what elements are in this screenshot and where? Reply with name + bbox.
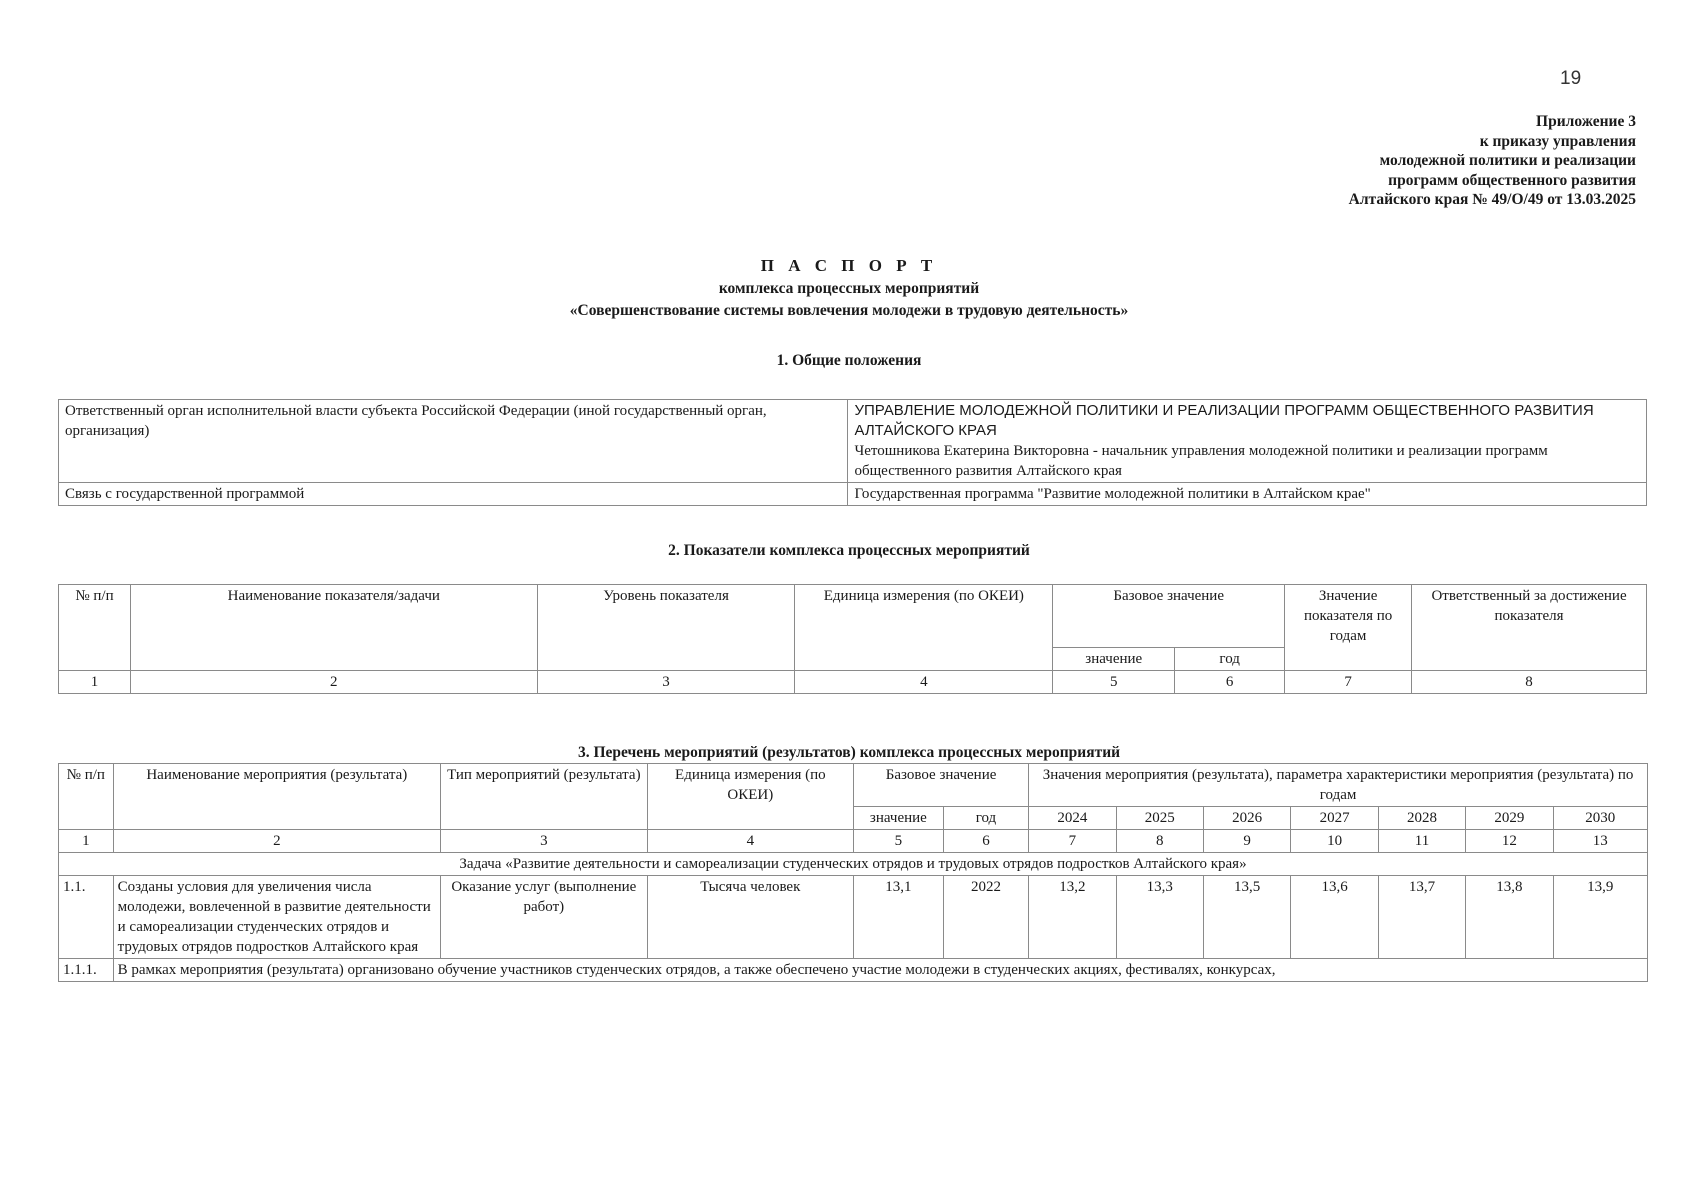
org-name: УПРАВЛЕНИЕ МОЛОДЕЖНОЙ ПОЛИТИКИ И РЕАЛИЗАЦИИ ПРОГРАММ ОБЩЕСТВЕННОГО РАЗВИТИЯ АЛТАЙСКОГО КРАЯ [854, 402, 1594, 439]
table-row [59, 876, 1648, 959]
header-cell: Значения мероприятия (результата), параметра характеристики мероприятия (результата) по годам [1029, 764, 1648, 807]
table-cell [848, 400, 1647, 483]
header-cell: № п/п [59, 764, 114, 830]
column-number: 13 [1553, 830, 1647, 853]
header-cell: значение [1053, 648, 1175, 671]
header-cell: год [1175, 648, 1285, 671]
column-number: 4 [647, 830, 853, 853]
year-value: 13,5 [1203, 876, 1290, 959]
appendix-line: Алтайского края № 49/О/49 от 13.03.2025 [1348, 191, 1636, 208]
header-cell: Единица измерения (по ОКЕИ) [795, 585, 1053, 671]
year-header: 2024 [1029, 807, 1116, 830]
header-cell: Тип мероприятий (результата) [441, 764, 648, 830]
header-cell: Базовое значение [1053, 585, 1285, 648]
column-number: 1 [59, 671, 131, 694]
row-number: 1.1.1. [59, 959, 114, 982]
table-header-row [59, 585, 1647, 648]
year-value: 13,7 [1378, 876, 1465, 959]
table-cell: Ответственный орган исполнительной власти субъекта Российской Федерации (иной государственный орган, организация) [59, 400, 848, 483]
column-number: 11 [1378, 830, 1465, 853]
header-cell: Базовое значение [854, 764, 1029, 807]
year-value: 13,3 [1116, 876, 1203, 959]
column-number: 1 [59, 830, 114, 853]
row-number: 1.1. [59, 876, 114, 959]
table-row [59, 483, 1647, 506]
year-header: 2030 [1553, 807, 1647, 830]
header-cell: № п/п [59, 585, 131, 671]
header-cell: значение [854, 807, 944, 830]
document-subtitle: комплекса процессных мероприятий [718, 280, 980, 297]
year-value: 13,9 [1553, 876, 1647, 959]
base-year: 2022 [943, 876, 1028, 959]
column-number: 8 [1412, 671, 1647, 694]
header-cell: Наименование показателя/задачи [130, 585, 537, 671]
document-title: П А С П О Р Т [760, 256, 938, 275]
responsible-person: Четошникова Екатерина Викторовна - начальник управления молодежной политики и реализации программ общественного развития Алтайского края [854, 443, 1548, 479]
section-2-heading: 2. Показатели комплекса процессных мероприятий [668, 542, 1030, 559]
year-header: 2026 [1203, 807, 1290, 830]
appendix-line: Приложение 3 [1536, 113, 1636, 130]
column-number: 5 [1053, 671, 1175, 694]
task-cell: Задача «Развитие деятельности и самореализации студенческих отрядов и трудовых отрядов подростков Алтайского края» [59, 853, 1648, 876]
year-value: 13,6 [1291, 876, 1378, 959]
column-number-row [59, 830, 1648, 853]
column-number: 3 [537, 671, 795, 694]
column-number: 2 [130, 671, 537, 694]
base-value: 13,1 [854, 876, 944, 959]
appendix-header [1116, 112, 1636, 210]
document-subtitle-program: «Совершенствование системы вовлечения молодежи в трудовую деятельность» [569, 302, 1129, 319]
column-number: 6 [1175, 671, 1285, 694]
appendix-line: к приказу управления [1479, 132, 1636, 150]
column-number-row [59, 671, 1647, 694]
column-number: 3 [441, 830, 648, 853]
column-number: 6 [943, 830, 1028, 853]
year-value: 13,8 [1466, 876, 1553, 959]
header-cell: Наименование мероприятия (результата) [113, 764, 440, 830]
year-header: 2028 [1378, 807, 1465, 830]
column-number: 9 [1203, 830, 1290, 853]
activity-name: Созданы условия для увеличения числа молодежи, вовлеченной в развитие деятельности и самореализации студенческих отрядов и трудовых отрядов подростков Алтайского края [113, 876, 440, 959]
column-number: 10 [1291, 830, 1378, 853]
activities-table [58, 763, 1648, 982]
column-number: 2 [113, 830, 440, 853]
task-row [59, 853, 1648, 876]
year-header: 2025 [1116, 807, 1203, 830]
activity-unit: Тысяча человек [647, 876, 853, 959]
section-3-heading: 3. Перечень мероприятий (результатов) комплекса процессных мероприятий [577, 744, 1121, 761]
table-row [59, 400, 1647, 483]
column-number: 4 [795, 671, 1053, 694]
table-header-row [59, 764, 1648, 807]
table-cell: Государственная программа "Развитие молодежной политики в Алтайском крае" [848, 483, 1647, 506]
activity-description: В рамках мероприятия (результата) организовано обучение участников студенческих отрядов, а также обеспечено участие молодежи в студенческих акциях, фестивалях, конкурсах, [113, 959, 1647, 982]
column-number: 7 [1285, 671, 1412, 694]
table-cell: Связь с государственной программой [59, 483, 848, 506]
header-cell: Единица измерения (по ОКЕИ) [647, 764, 853, 830]
column-number: 8 [1116, 830, 1203, 853]
header-cell: год [943, 807, 1028, 830]
appendix-line: молодежной политики и реализации [1379, 152, 1636, 169]
section-1-heading: 1. Общие положения [776, 352, 922, 369]
year-header: 2029 [1466, 807, 1553, 830]
general-provisions-table [58, 399, 1647, 506]
header-cell: Значение показателя по годам [1285, 585, 1412, 671]
year-value: 13,2 [1029, 876, 1116, 959]
column-number: 7 [1029, 830, 1116, 853]
header-cell: Ответственный за достижение показателя [1412, 585, 1647, 671]
header-cell: Уровень показателя [537, 585, 795, 671]
column-number: 5 [854, 830, 944, 853]
column-number: 12 [1466, 830, 1553, 853]
appendix-line: программ общественного развития [1388, 171, 1636, 189]
indicators-table [58, 584, 1647, 694]
activity-type: Оказание услуг (выполнение работ) [441, 876, 648, 959]
page-number: 19 [1560, 68, 1582, 89]
year-header: 2027 [1291, 807, 1378, 830]
table-row [59, 959, 1648, 982]
